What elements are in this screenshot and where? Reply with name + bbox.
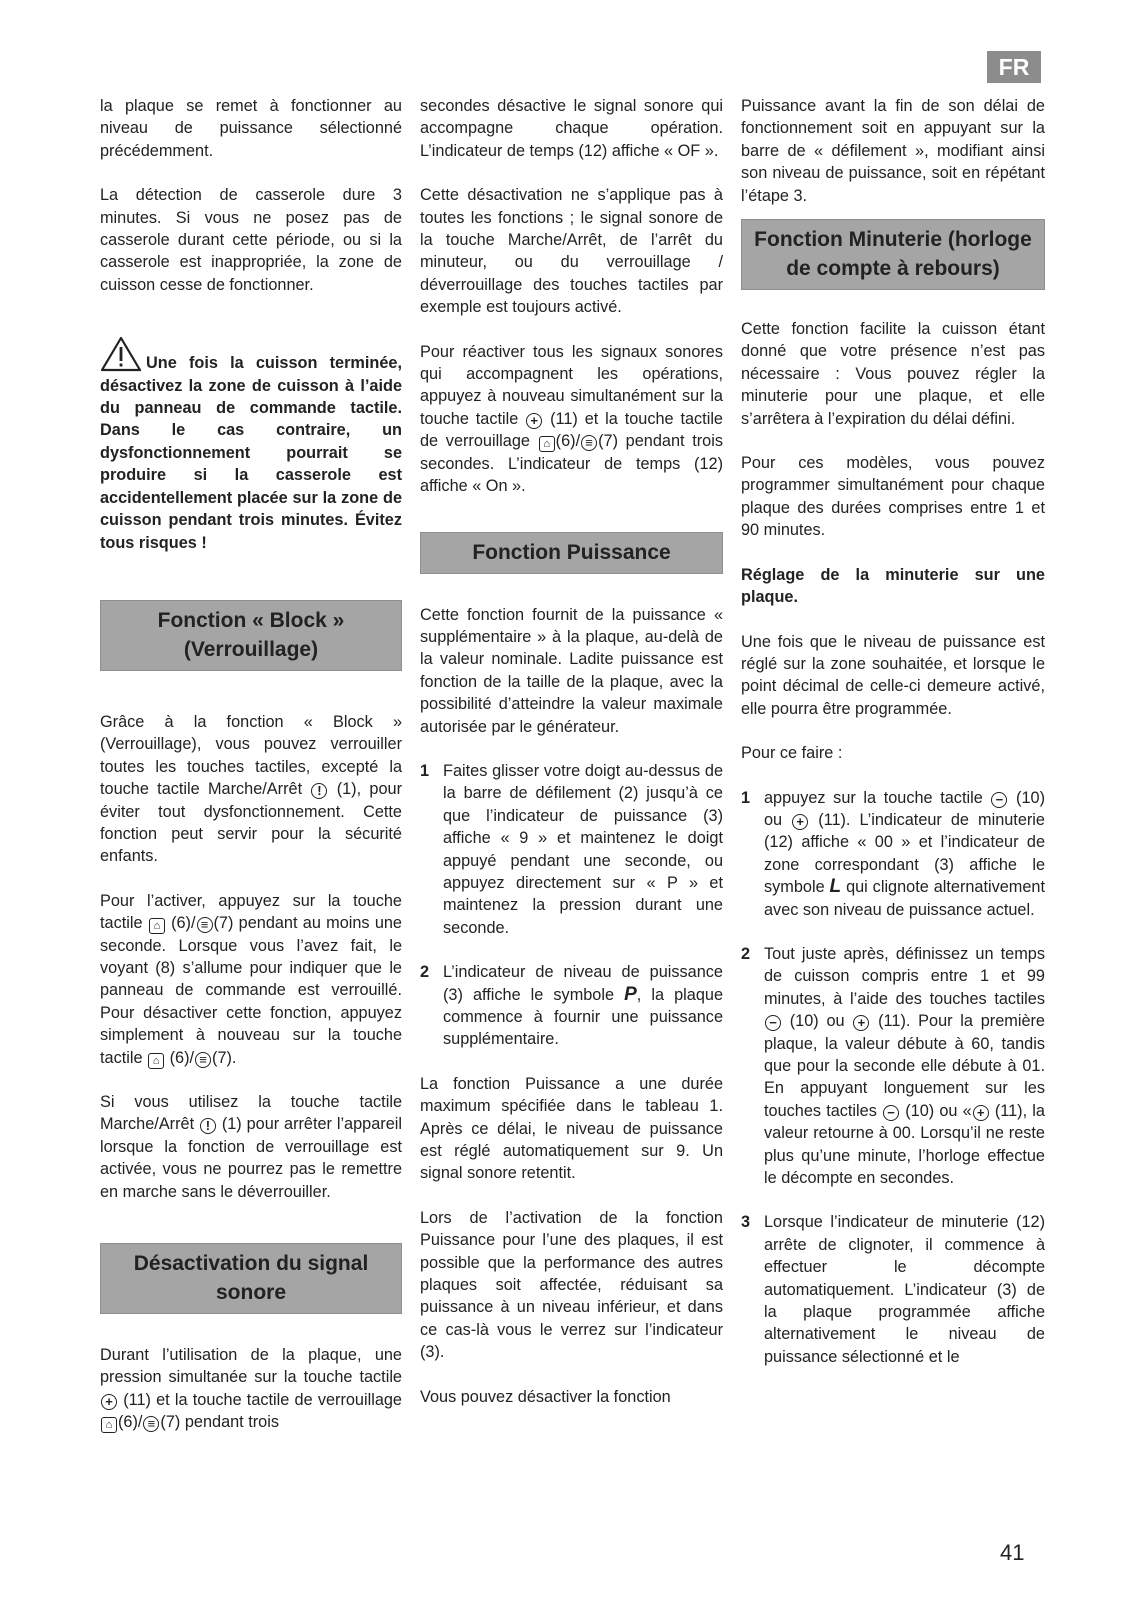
menu-icon: ≡: [195, 1052, 211, 1068]
paragraph: Cette fonction facilite la cuisson étant donné que votre présence n’est pas nécessaire : Vous pouvez régler la minuterie pour une plaque, et elle s’arrêtera à l’expiration du délai défini.: [741, 320, 1045, 428]
minus-icon: −: [883, 1105, 899, 1121]
paragraph: Grâce à la fonction « Block » (Verrouillage), vous pouvez verrouiller toutes les touches tactiles, excepté la touche tactile Marche/Arrêt ! (1), pour éviter tout dysfonctionnement. Cette fonction peut servir pour la sécurité enfants.: [100, 712, 402, 866]
warning-note: [100, 336, 402, 554]
timer-symbol-icon: L: [829, 876, 842, 898]
menu-icon: ≡: [143, 1416, 159, 1432]
list-item: 3 Lorsque l’indicateur de minuterie (12) arrête de clignoter, il commence à effectuer le décompte automatiquement. L’indicateur (3) de la plaque programmée affiche alternativement le niveau de puissance sélectionné et le: [741, 1213, 1045, 1366]
language-badge: FR: [987, 51, 1041, 83]
paragraph: Lors de l’activation de la fonction Puissance pour l’une des plaques, il est possible que la performance des autres plaques soit affectée, réduisant sa puissance à un niveau inférieur, et dans ce cas-là vous le verrez sur l’indicateur (3).: [420, 1208, 723, 1362]
plus-icon: +: [973, 1105, 989, 1121]
column-1: [100, 95, 402, 1456]
paragraph: Cette désactivation ne s’applique pas à toutes les fonctions ; le signal sonore de la touche Marche/Arrêt, de l’arrêt du minuteur, ou du verrouillage / déverrouillage des touches tactiles par exemple est toujours activé.: [420, 186, 723, 317]
paragraph: Si vous utilisez la touche tactile Marche/Arrêt ! (1) pour arrêter l’appareil lorsque la fonction de verrouillage est activée, vous ne pourrez pas le remettre en marche sans le déverrouiller.: [100, 1093, 402, 1201]
paragraph: Pour ces modèles, vous pouvez programmer simultanément pour chaque plaque des durées comprises entre 1 et 90 minutes.: [741, 454, 1045, 540]
lock-icon: ⌂: [101, 1417, 117, 1433]
section-title-block: Fonction « Block » (Verrouillage): [100, 600, 402, 671]
paragraph: la plaque se remet à fonctionner au niveau de puissance sélectionné précédemment.: [100, 97, 402, 160]
plus-icon: +: [792, 814, 808, 830]
plus-icon: +: [101, 1394, 117, 1410]
paragraph: La détection de casserole dure 3 minutes. Si vous ne posez pas de casserole durant cette période, ou si la casserole est inappropriée, la zone de cuisson cesse de fonctionner.: [100, 186, 402, 294]
section-title-sound: Désactivation du signal sonore: [100, 1243, 402, 1314]
plus-icon: +: [853, 1015, 869, 1031]
list-item: 2 Tout juste après, définissez un temps de cuisson compris entre 1 et 99 minutes, à l’aide des touches tactiles − (10) ou + (11). Pour la première plaque, la valeur débute à 60, tandis que pour la seconde elle débute à 01. En appuyant longuement sur les touches tactiles − (10) ou « + (11), la valeur retourne à 00. Lorsqu’il ne reste plus qu’une minute, l’horloge effectue le décompte en secondes.: [741, 944, 1045, 1188]
minus-icon: −: [765, 1015, 781, 1031]
paragraph: La fonction Puissance a une durée maximum spécifiée dans le tableau 1. Après ce délai, le niveau de puissance est réglé automatiquement sur 9. Un signal sonore retentit.: [420, 1074, 723, 1183]
column-2: [420, 95, 723, 1430]
warning-text: Une fois la cuisson terminée, désactivez la zone de cuisson à l’aide du panneau de commande tactile. Dans le cas contraire, un dysfonctionnement pourrait se produire si la casserole est accidentellement placée sur la zone de cuisson pendant trois minutes. Évitez tous risques !: [100, 354, 402, 552]
paragraph: Durant l’utilisation de la plaque, une pression simultanée sur la touche tactile + (11) et la touche tactile de verrouillage ⌂ (6)/ ≡ (7) pendant trois: [100, 1346, 402, 1432]
paragraph: Puissance avant la fin de son délai de fonctionnement soit en appuyant sur la barre de « défilement », modifiant ainsi son niveau de puissance, soit en répétant l’étape 3.: [741, 97, 1045, 205]
section-title-timer: Fonction Minuterie (horloge de compte à rebours): [741, 219, 1045, 290]
paragraph: Vous pouvez désactiver la fonction: [420, 1387, 671, 1406]
paragraph: Pour l’activer, appuyez sur la touche tactile ⌂ (6)/ ≡ (7) pendant au moins une seconde. Lorsque vous l’avez fait, le voyant (8) s’allume pour indiquer que le panneau de commande est verrouillé. Pour désactiver cette fonction, appuyez simplement à nouveau sur la touche tactile ⌂ (6)/ ≡ (7).: [100, 891, 402, 1067]
menu-icon: ≡: [581, 435, 597, 451]
power-boost-symbol-icon: P: [624, 983, 637, 1005]
power-icon: !: [200, 1118, 216, 1134]
paragraph: Pour réactiver tous les signaux sonores qui accompagnent les opérations, appuyez à nouveau simultanément sur la touche tactile + (11) et la touche tactile de verrouillage ⌂ (6)/ ≡ (7) pendant trois secondes. L’indicateur de temps (12) affiche « On ».: [420, 342, 723, 496]
paragraph: secondes désactive le signal sonore qui accompagne chaque opération. L’indicateur de temps (12) affiche « OF ».: [420, 97, 723, 160]
section-title-power: Fonction Puissance: [420, 532, 723, 574]
page-number: 41: [1000, 1540, 1025, 1565]
list-item: 1 Faites glisser votre doigt au-dessus de la barre de défilement (2) jusqu’à ce que l’indicateur de puissance (3) affiche « 9 » et maintenez le doigt appuyé pendant une seconde, ou appuyez directement sur « P » et maintenez la pression durant une seconde.: [420, 761, 723, 937]
lock-icon: ⌂: [148, 1053, 164, 1069]
warning-triangle-icon: [100, 336, 142, 372]
paragraph: Pour ce faire :: [741, 744, 843, 763]
power-icon: !: [311, 783, 327, 799]
plus-icon: +: [526, 413, 542, 429]
menu-icon: ≡: [197, 917, 213, 933]
subheading: Réglage de la minuterie sur une plaque.: [741, 565, 1045, 607]
list-item: 2 L’indicateur de niveau de puissance (3) affiche le symbole P, la plaque commence à fournir une puissance supplémentaire.: [420, 963, 723, 1049]
paragraph: Cette fonction fournit de la puissance « supplémentaire » à la plaque, au-delà de la valeur nominale. Ladite puissance est fonction de la taille de la plaque, avec la possibilité d’atteindre la valeur maximale autorisée par le générateur.: [420, 605, 723, 736]
minus-icon: −: [991, 792, 1007, 808]
paragraph: Une fois que le niveau de puissance est réglé sur la zone souhaitée, et lorsque le point décimal de celle-ci demeure activé, elle pourra être programmée.: [741, 632, 1045, 718]
column-3: [741, 95, 1045, 1390]
lock-icon: ⌂: [149, 918, 165, 934]
lock-icon: ⌂: [539, 436, 555, 452]
list-item: 1 appuyez sur la touche tactile − (10) ou + (11). L’indicateur de minuterie (12) affiche « 00 » et l’indicateur de zone correspondant (3) affiche le symbole L qui clignote alternativement avec son niveau de puissance actuel.: [741, 788, 1046, 919]
